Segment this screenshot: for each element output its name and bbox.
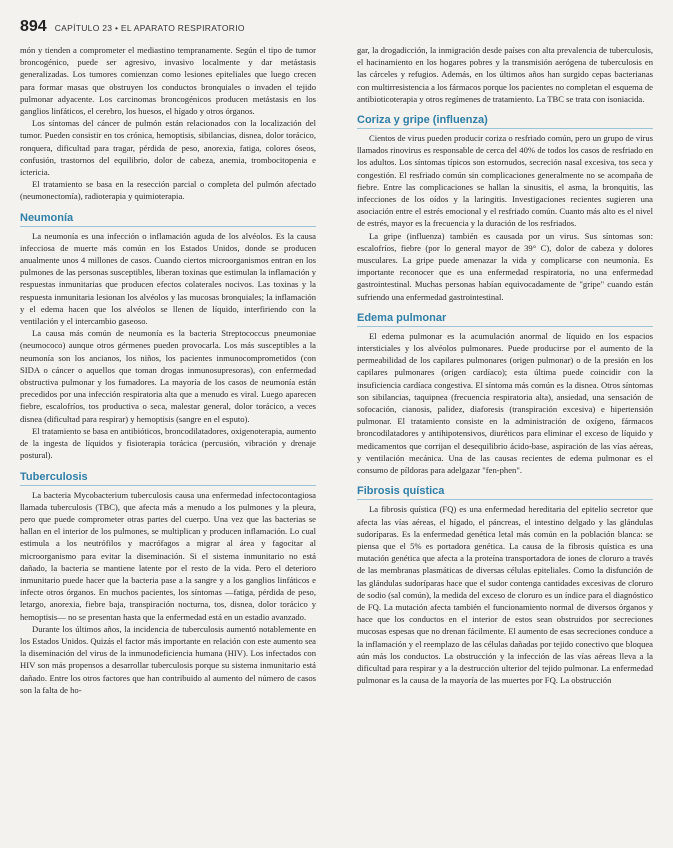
body-paragraph: El tratamiento se basa en la resección parcial o completa del pulmón afectado (neumonectomía), radioterapia y quimioterapia.: [20, 179, 316, 202]
section-title: Fibrosis quística: [357, 484, 653, 500]
page-number: 894: [20, 18, 47, 35]
left-column: [20, 44, 316, 696]
body-paragraph: El edema pulmonar es la acumulación anormal de líquido en los espacios intersticiales y los alvéolos pulmonares. Puede producirse por el aumento de la permeabilidad de los capilares pulmonares (origen pulmonar) o de la presión en los capilares pulmonares (origen cardíaco); esta última puede coincidir con la insuficiencia cardíaca congestiva. El síntoma más común es la disnea. Otros síntomas son sibilancias, taquipnea (frecuencia respiratoria alta), ansiedad, una sensación de sofocación, cianosis, palidez, diaforesis (transpiración excesiva) e hipertensión pulmonar. El tratamiento consiste en la administración de oxígeno, fármacos broncodilatadores y antihipotensivos, diuréticos para eliminar el exceso de líquido y medicamentos que corrijan el desequilibrio ácido-base, aspiración de las vías aéreas, y ventilación mecánica. Una de las causas recientes de edema pulmonar es el consumo de píldoras para adelgazar "fen-phen".: [357, 330, 653, 476]
section-title: Tuberculosis: [20, 470, 316, 486]
section-edema-pulmonar: [357, 311, 653, 476]
body-paragraph: món y tienden a comprometer el mediastino tempranamente. Según el tipo de tumor broncogénico, puede ser agresivo, invasivo localmente y dar metástasis generalizadas. Los tumores comienzan como lesiones epiteliales que luego crecen para formar masas que obstruyen los conductos bronquiales o invaden el tejido pulmonar adyacente. Los carcinomas broncogénicos producen metástasis en los ganglios linfáticos, el cerebro, los huesos, el hígado y otros órganos.: [20, 45, 316, 117]
section-tuberculosis: [20, 470, 316, 696]
body-paragraph: La bacteria Mycobacterium tuberculosis causa una enfermedad infectocontagiosa llamada tuberculosis (TBC), que afecta más a menudo a los pulmones y la pleura, pero que puede comprometer otras partes del cuerpo. Una vez que las bacterias se hallan en el interior de los pulmones, se multiplican y producen inflamación. Lo cual estimula a los neutrófilos y macrófagos a migrar al área y fagocitar al microorganismo para evitar la diseminación. Si el sistema inmunitario no está dañado, la bacteria se mantiene latente por el resto de la vida. Pero el deterioro inmunitario puede hacer que la bacteria pase a la sangre y a los ganglios linfáticos e infecte otros órganos. En muchos pacientes, los síntomas —fatiga, pérdida de peso, letargo, anorexia, fiebre baja, transpiración nocturna, tos, disnea, dolor torácico y hemoptisis— no se presentan hasta que la enfermedad está en un estadio avanzado.: [20, 489, 316, 622]
body-paragraph: Durante los últimos años, la incidencia de tuberculosis aumentó notablemente en los Estados Unidos. Quizás el factor más importante en relación con este aumento sea la diseminación del virus de la inmunodeficiencia humana (HIV). Los infectados con HIV son más propensos a desarrollar tuberculosis porque su sistema inmunitario está dañado. Entre los otros factores que han contribuido al aumento del número de casos son la falta de ho-: [20, 623, 316, 695]
body-paragraph: La neumonía es una infección o inflamación aguda de los alvéolos. Es la causa infecciosa de muerte más común en los Estados Unidos, donde se producen anualmente unos 4 millones de casos. Cuando ciertos microorganismos entran en los pulmones de las personas susceptibles, liberan toxinas que estimulan la inflamación y respuestas inmunitarias que producen efectos colaterales nocivos. Las toxinas y la respuesta inmunitaria lesionan los alvéolos y las mucosas bronquiales; la inflamación y el edema hacen que los alvéolos se llenen de líquido, interfiriendo con la ventilación y el intercambio gaseoso.: [20, 230, 316, 327]
body-paragraph: gar, la drogadicción, la inmigración desde países con alta prevalencia de tuberculosis, el hacinamiento en los hogares pobres y la transmisión aerógena de tuberculosis en las cárceles y refugios. Además, en los últimos años han surgido cepas bacterianas con multirresistencia a los fármacos porque los pacientes no completan el esquema de antibioticoterapia y otros regímenes de tratamiento. La TBC se trata con isoniacida.: [357, 45, 653, 104]
body-paragraph: Los síntomas del cáncer de pulmón están relacionados con la localización del tumor. Pueden consistir en tos crónica, hemoptisis, sibilancias, disnea, dolor torácico, ronquera, dificultad para tragar, pérdida de peso, anorexia, fatiga, colores óseos, confusión, trastornos del equilibrio, dolor de cabeza, anemia, trombocitopenia e ictericia.: [20, 118, 316, 178]
section-neumonia: [20, 211, 316, 462]
body-paragraph: La gripe (influenza) también es causada por un virus. Sus síntomas son: escalofríos, fiebre (por lo general mayor de 39° C), dolor de cabeza y dolores musculares. La gripe puede amenazar la vida y complicarse con neumonía. Es importante reconocer que es una enfermedad respiratoria, no una enfermedad gastrointestinal. Muchas personas habían equivocadamente de "gripe" cuando están sufriendo una enfermedad gastrointestinal.: [357, 230, 653, 302]
section-fibrosis-quistica: [357, 484, 653, 686]
right-column: [357, 44, 653, 686]
section-title: Edema pulmonar: [357, 311, 653, 327]
body-paragraph: Cientos de virus pueden producir coriza o resfriado común, pero un grupo de virus llamados rinovirus es responsable de cerca del 40% de todos los casos de resfriado en los adultos. Los síntomas típicos son estornudos, secreción nasal excesiva, tos seca y congestión. El resfriado común sin complicaciones generalmente no se acompaña de fiebre. Entre las complicaciones se hallan la sinusitis, el asma, la bronquitis, las infecciones de los oídos y la laringitis. Investigaciones recientes sugieren una asociación entre el estrés emocional y el resfriado común. Cuanto más alto es el nivel de estrés, mayor es la frecuencia y la duración de los resfriados.: [357, 133, 653, 229]
running-head: CAPÍTULO 23 • EL APARATO RESPIRATORIO: [54, 23, 245, 33]
section-title: Neumonía: [20, 211, 316, 227]
section-coriza-gripe: [357, 113, 653, 303]
body-paragraph: La fibrosis quística (FQ) es una enfermedad hereditaria del epitelio secretor que afecta las vías aéreas, el hígado, el páncreas, el intestino delgado y las glándulas sudoríparas. Es la enfermedad genética letal más común en la población blanca: se piensa que el 5% es portadora genética. La causa de la fibrosis quística es una mutación genética que afecta a la proteína transportadora de iones de cloruro a través de las membranas plasmáticas de diversas células epiteliales. Como la disfunción de las glándulas sudoríparas hace que el sudor contenga cantidades excesivas de cloruro de sodio (sal común), la medida del exceso de cloruro es un índice para el diagnóstico de FQ. La mutación afecta también el funcionamiento normal de diversos órganos y hace que los conductos en el interior de estos sean obstruidos por secreciones mucosas espesas que no drenan fácilmente. El aumento de esas secreciones conduce a la inflamación y el reemplazo de las células dañadas por tejido conectivo que bloquea aún más los conductos. La obstrucción y la infección de las vías aéreas lleva a la dificultad para respirar y a la destrucción ulterior del tejido pulmonar. La enfermedad pulmonar es la causa de la mayoría de las muertes por FQ. La obstrucción: [357, 504, 653, 686]
body-paragraph: La causa más común de neumonía es la bacteria Streptococcus pneumoniae (neumococo) aunque otros gérmenes pueden provocarla. Los más susceptibles a la neumonía son los ancianos, los niños, los pacientes inmunocomprometidos (con SIDA o cáncer o aquellos que toman drogas inmunosupresoras), con enfermedad obstructiva pulmonar y los fumadores. La mayoría de los casos de neumonía están precedidos por una infección respiratoria alta que a menudo es viral. Luego aparecen fiebre, escalofríos, tos productiva o seca, malestar general, dolor torácico, a veces disnea (dificultad para respirar) y hemoptisis (sangre en el esputo).: [20, 328, 316, 424]
body-paragraph: El tratamiento se basa en antibióticos, broncodilatadores, oxigenoterapia, aumento de la ingesta de líquidos y fisioterapia torácica (percusión, vibración y drenaje postural).: [20, 425, 316, 461]
section-title: Coriza y gripe (influenza): [357, 113, 653, 129]
page-header: [20, 18, 245, 40]
